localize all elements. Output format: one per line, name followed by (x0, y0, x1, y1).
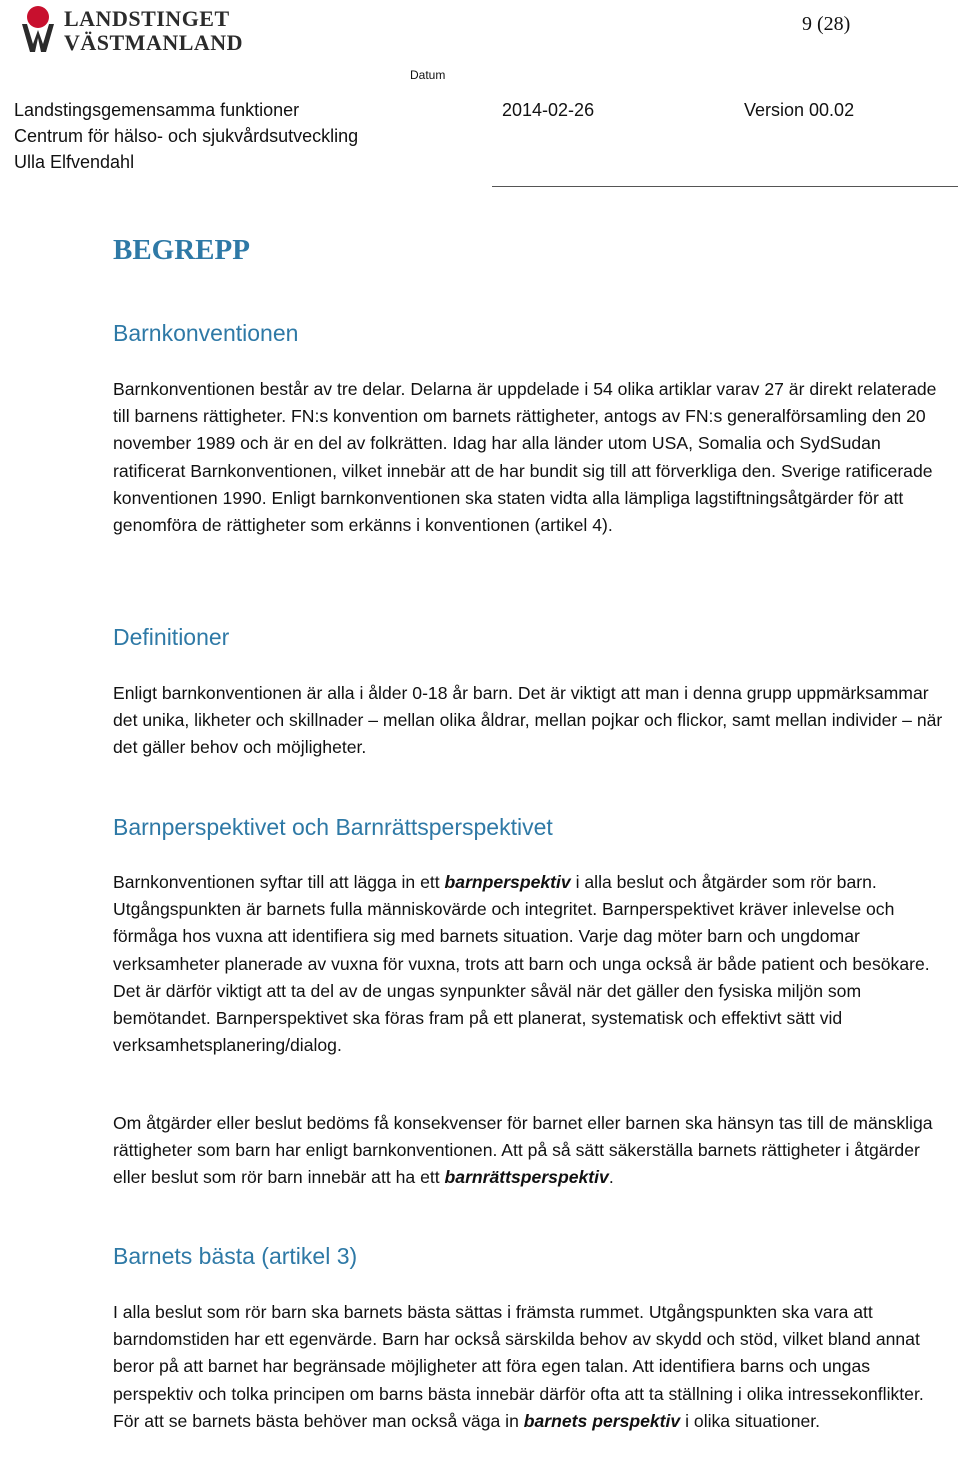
section-paragraph-definitioner: Enligt barnkonventionen är alla i ålder 0-18 år barn. Det är viktigt att man i denna grupp uppmärksammar det unika, likheter och skillnader – mellan olika åldrar, mellan pojkar och flickor, samt mellan individer – när det gäller behov och möjligheter. (113, 683, 943, 758)
page-number: 9 (28) (802, 13, 851, 35)
section-paragraph-barnperspektivet (113, 869, 953, 1059)
emphasis-barnrattsperspektiv: barnrättsperspektiv (444, 1167, 609, 1188)
page-title: BEGREPP (113, 234, 250, 266)
section-paragraph-barnrattsperspektiv (113, 1110, 953, 1192)
text-run: Om åtgärder eller beslut bedöms få konsekvenser för barnet eller barnen ska hänsyn tas till de mänskliga rättigheter som barn har enligt barnkonventionen. Att på så sätt säkerställa barnets rättigheter i åtgärder eller beslut som rör barn innebär att ha ett (113, 1113, 933, 1188)
section-heading-definitioner: Definitioner (113, 624, 230, 650)
header-divider (492, 186, 958, 187)
logo-text-line2: VÄSTMANLAND (64, 30, 244, 55)
section-paragraph-barnets-basta (113, 1299, 953, 1435)
text-run: . (608, 1167, 614, 1188)
logo-text-line1: LANDSTINGET (64, 6, 230, 31)
header-organization: Landstingsgemensamma funktioner (14, 100, 300, 120)
header-version: Version 00.02 (744, 100, 855, 120)
header-department: Centrum för hälso- och sjukvårdsutveckling (14, 126, 359, 146)
section-paragraph-barnkonventionen: Barnkonventionen består av tre delar. Delarna är uppdelade i 54 olika artiklar varav 27 är direkt relaterade till barnens rättigheter. FN:s konvention om barnets rättigheter, antogs av FN:s generalförsamling den 20 november 1989 och är en del av folkrätten. Idag har alla länder utom USA, Somalia och SydSudan ratificerat Barnkonventionen, vilket innebär att de har bundit sig till att förverkliga den. Sverige ratificerade konventionen 1990. Enligt barnkonventionen ska staten vidta alla lämpliga lagstiftningsåtgärder för att genomföra de rättigheter som erkänns i konventionen (artikel 4). (113, 379, 937, 536)
text-run: I alla beslut som rör barn ska barnets bästa sättas i främsta rummet. Utgångspunkten ska vara att barndomstiden har ett egenvärde. Barn har också särskilda behov av skydd och stöd, vilket bland annat beror på att barnet har begränsade möjligheter att föra egen talan. Att identifiera barns och ungas perspektiv och tolka principen om barns bästa innebär därför ofta att ta ställning i olika intressekonflikter. För att se barnets bästa behöver man också väga in (113, 1302, 924, 1431)
section-heading-barnets-basta: Barnets bästa (artikel 3) (113, 1243, 358, 1269)
header-date: 2014-02-26 (502, 100, 595, 120)
emphasis-barnperspektiv: barnperspektiv (444, 872, 571, 892)
text-run: Barnkonventionen syftar till att lägga in ett (113, 872, 445, 892)
section-heading-barnkonventionen: Barnkonventionen (113, 320, 299, 346)
section-heading-barnperspektivet: Barnperspektivet och Barnrättsperspektivet (113, 814, 553, 840)
landstinget-logo (16, 4, 244, 58)
logo-emblem-icon (16, 4, 60, 56)
header-author: Ulla Elfvendahl (14, 152, 135, 172)
datum-label: Datum (410, 68, 446, 82)
text-run: i alla beslut och åtgärder som rör barn. Utgångspunkten är barnets fulla människovärde och integritet. Barnperspektivet kräver inlevelse och förmåga hos vuxna att identifiera sig med barnets situation. Varje dag möter barn och ungdomar verksamheter planerade av vuxna för vuxna, trots att barn och unga också är både patient och besökare. Det är därför viktigt att ta del av de ungas synpunkter såväl när det gäller den fysiska miljön som bemötandet. Barnperspektivet ska föras fram på ett planerat, systematisk och effektivt sätt vid verksamhetsplanering/dialog. (113, 872, 930, 1056)
emphasis-barnets-perspektiv: barnets perspektiv (523, 1410, 681, 1431)
text-run: i olika situationer. (680, 1410, 821, 1431)
